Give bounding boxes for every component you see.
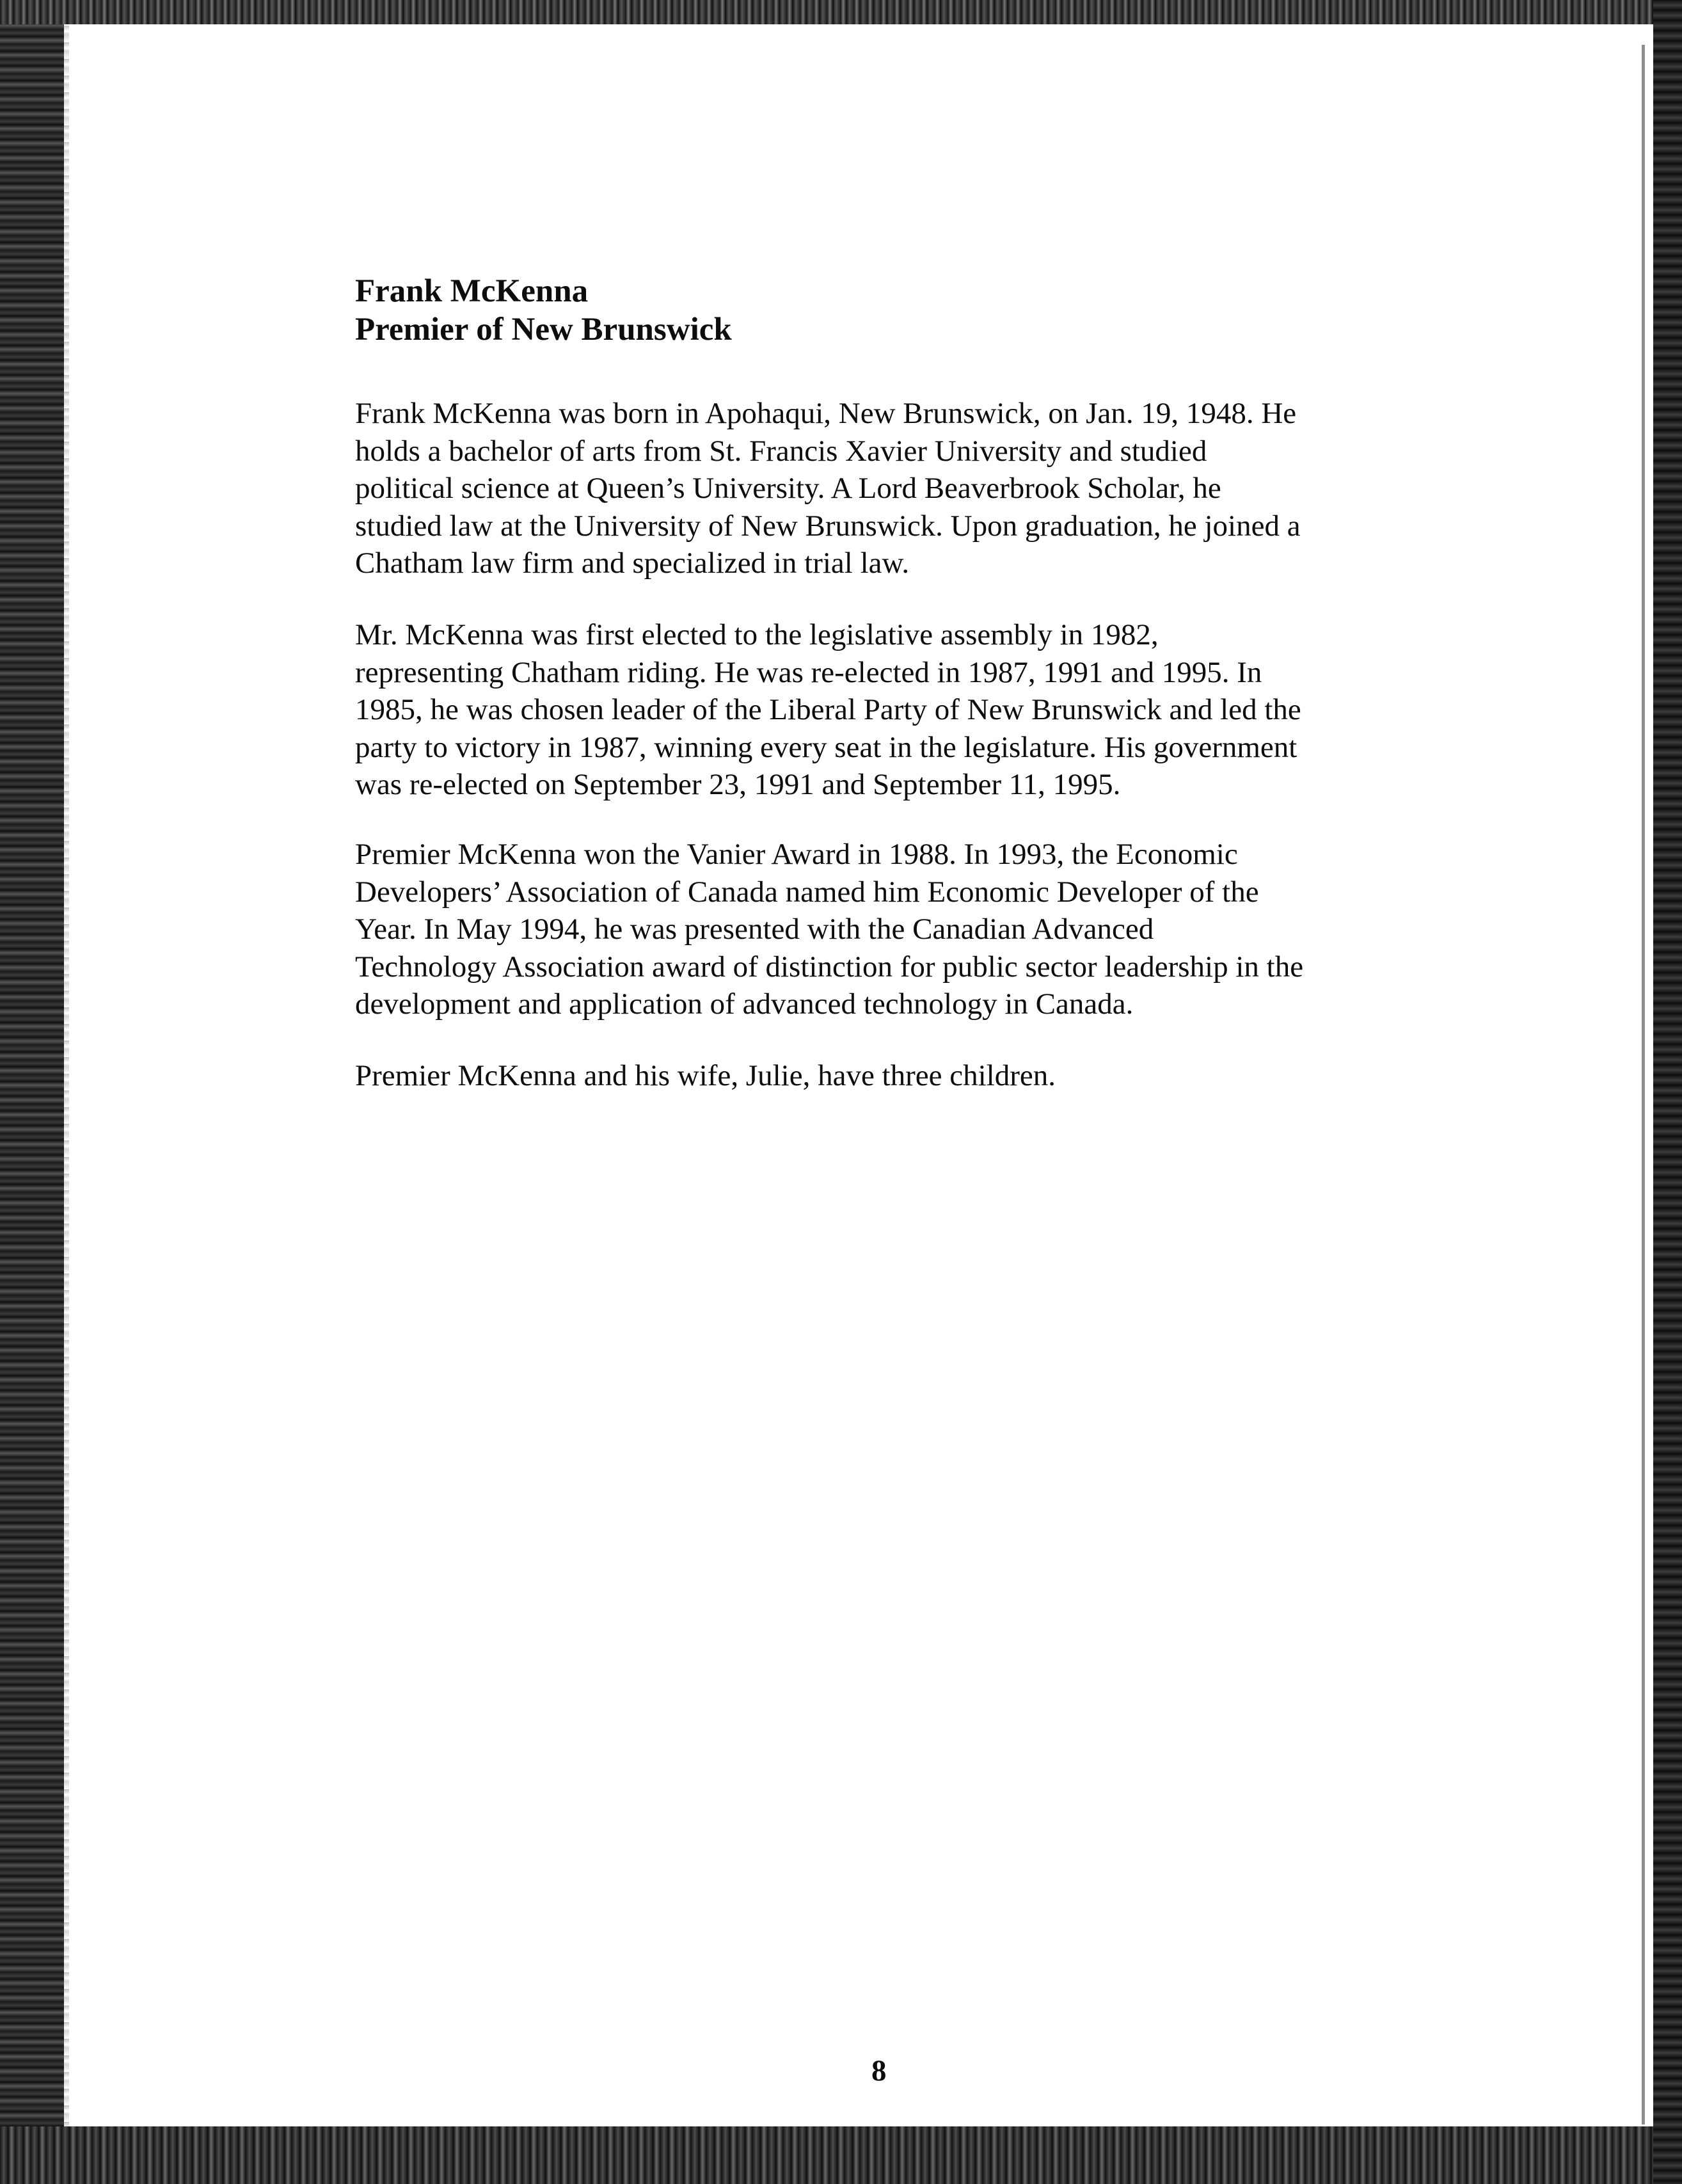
paragraph-line: Frank McKenna was born in Apohaqui, New Brunswick, on Jan. 19, 1948. He: [355, 397, 1297, 430]
paragraph-line: party to victory in 1987, winning every seat in the legislature. His government: [355, 730, 1297, 764]
paragraph-line: Chatham law firm and specialized in trial law.: [355, 546, 910, 580]
person-title: Premier of New Brunswick: [355, 312, 732, 347]
scan-border-left: [0, 0, 64, 2184]
paragraph-line: Developers’ Association of Canada named him Economic Developer of the: [355, 875, 1259, 909]
paragraph-political-career: [355, 616, 1301, 804]
scan-border-bottom: [0, 2126, 1682, 2184]
page-number: 8: [871, 2054, 887, 2087]
paragraph-line: political science at Queen’s University. A Lord Beaverbrook Scholar, he: [355, 472, 1221, 505]
paragraph-line: holds a bachelor of arts from St. Francis Xavier University and studied: [355, 434, 1207, 468]
paragraph-line: was re-elected on September 23, 1991 and September 11, 1995.: [355, 768, 1121, 801]
scan-border-top: [0, 0, 1682, 24]
paragraph-awards: [355, 836, 1303, 1023]
paragraph-line: 1985, he was chosen leader of the Liberal Party of New Brunswick and led the: [355, 693, 1301, 726]
scan-border-right-line: [1642, 45, 1645, 2124]
paragraph-line: representing Chatham riding. He was re-elected in 1987, 1991 and 1995. In: [355, 655, 1262, 689]
paragraph-line: Premier McKenna and his wife, Julie, have three children.: [355, 1059, 1056, 1092]
paragraph-biography-education: [355, 395, 1301, 582]
paragraph-line: development and application of advanced technology in Canada.: [355, 987, 1134, 1021]
paragraph-line: Mr. McKenna was first elected to the legislative assembly in 1982,: [355, 618, 1159, 651]
paragraph-line: studied law at the University of New Brunswick. Upon graduation, he joined a: [355, 509, 1301, 543]
paragraph-family: [355, 1057, 1056, 1095]
scan-border-right: [1653, 0, 1682, 2184]
paragraph-line: Technology Association award of distinction for public sector leadership in the: [355, 950, 1304, 984]
paragraph-line: Premier McKenna won the Vanier Award in 1988. In 1993, the Economic: [355, 838, 1238, 871]
paragraph-line: Year. In May 1994, he was presented with the Canadian Advanced: [355, 913, 1154, 946]
document-heading: [355, 272, 1443, 349]
scan-border-left-inner: [64, 26, 69, 2156]
person-name: Frank McKenna: [355, 273, 589, 309]
